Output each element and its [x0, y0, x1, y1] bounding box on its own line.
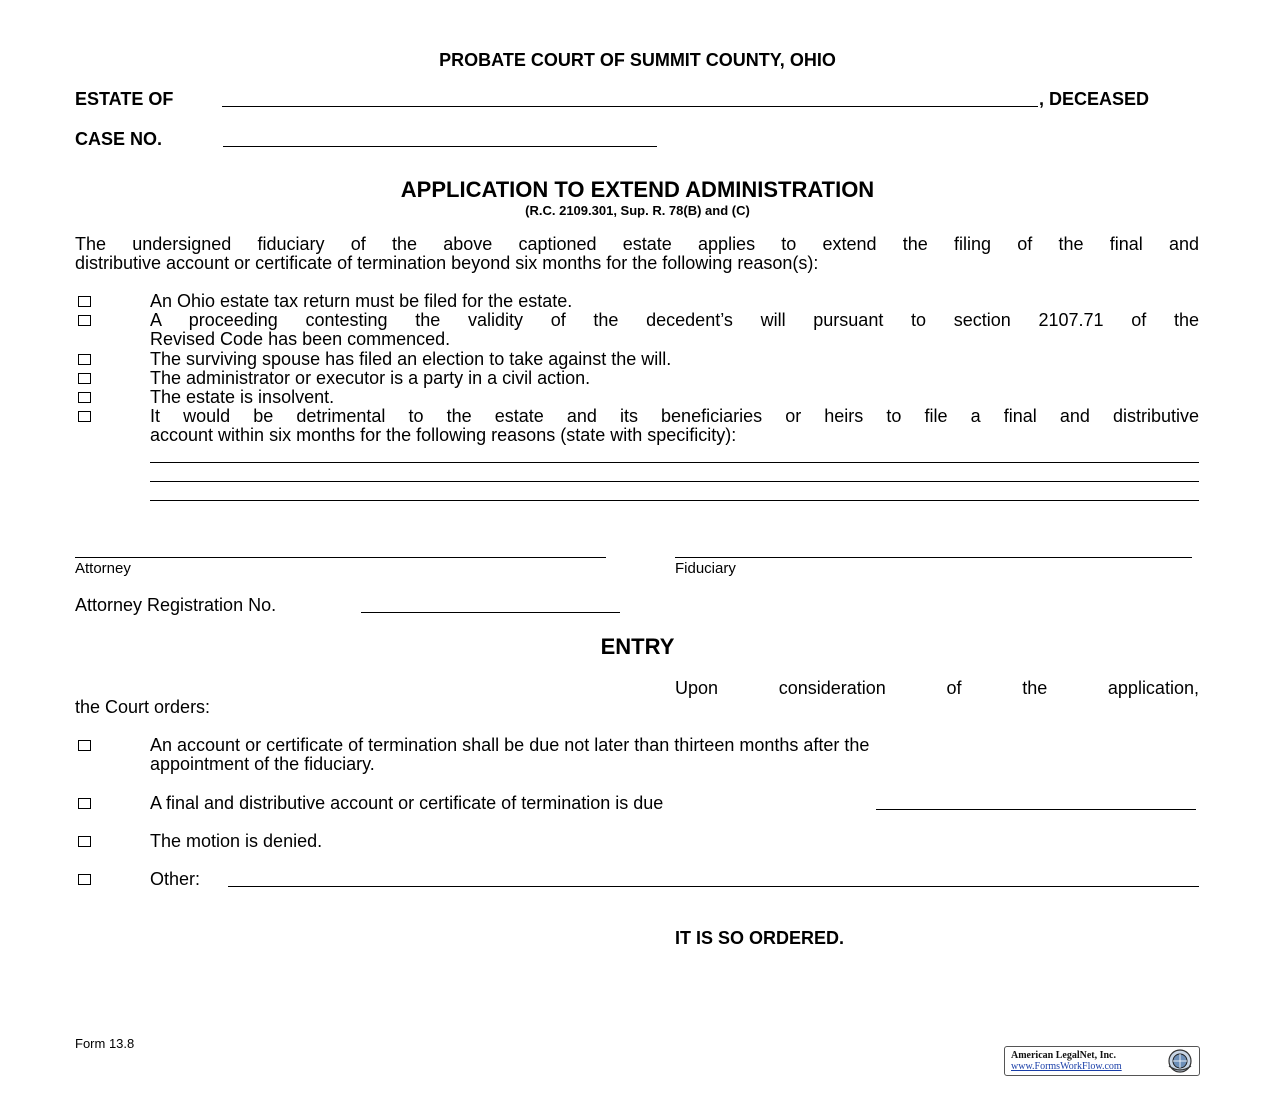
publisher-url[interactable]: www.FormsWorkFlow.com [1011, 1061, 1122, 1072]
specificity-line-2[interactable] [150, 481, 1199, 482]
reason-6-text-line-2: account within six months for the following reasons (state with specificity): [150, 425, 737, 445]
globe-icon [1165, 1048, 1195, 1074]
reason-1-checkbox[interactable] [78, 296, 91, 307]
entry-intro-word: of [946, 678, 962, 698]
other-field[interactable] [228, 886, 1199, 887]
deceased-label: , DECEASED [1039, 89, 1150, 109]
form-number: Form 13.8 [75, 1036, 135, 1051]
reason-6-text-line-1: It would be detrimental to the estate and its beneficiaries or heirs to file a final and distributive [150, 406, 1199, 426]
so-ordered-text: IT IS SO ORDERED. [675, 928, 845, 948]
order-2-text: A final and distributive account or certificate of termination is due [150, 793, 664, 813]
intro-line-2: distributive account or certificate of termination beyond six months for the following reason(s): [75, 253, 819, 273]
reason-4-text: The administrator or executor is a party in a civil action. [150, 368, 591, 388]
due-date-field[interactable] [876, 809, 1196, 810]
court-title: PROBATE COURT OF SUMMIT COUNTY, OHIO [439, 50, 836, 70]
entry-intro-word: the [1022, 678, 1048, 698]
publisher-name: American LegalNet, Inc. [1011, 1050, 1116, 1061]
reason-4-checkbox[interactable] [78, 373, 91, 384]
entry-intro-word: consideration [778, 678, 886, 698]
estate-name-field[interactable] [222, 106, 1038, 107]
order-3-checkbox[interactable] [78, 836, 91, 847]
reason-2-text-line-2: Revised Code has been commenced. [150, 329, 451, 349]
order-1-text-line-1: An account or certificate of termination shall be due not later than thirteen months after the [150, 735, 870, 755]
entry-intro-line-2: the Court orders: [75, 697, 211, 717]
registration-label: Attorney Registration No. [75, 595, 277, 615]
intro-line-1: The undersigned fiduciary of the above captioned estate applies to extend the filing of the final and [75, 234, 1199, 254]
reason-5-checkbox[interactable] [78, 392, 91, 403]
order-1-text-line-2: appointment of the fiduciary. [150, 754, 375, 774]
order-1-checkbox[interactable] [78, 740, 91, 751]
estate-of-label: ESTATE OF [75, 89, 174, 109]
specificity-line-3[interactable] [150, 500, 1199, 501]
reason-2-text-line-1: A proceeding contesting the validity of the decedent’s will pursuant to section 2107.71 of the [150, 310, 1199, 330]
case-no-label: CASE NO. [75, 129, 163, 149]
entry-heading: ENTRY [600, 634, 675, 659]
entry-intro-line-1 [675, 679, 1199, 698]
case-number-field[interactable] [223, 146, 657, 147]
form-subtitle: (R.C. 2109.301, Sup. R. 78(B) and (C) [525, 203, 750, 218]
specificity-line-1[interactable] [150, 462, 1199, 463]
reason-2-checkbox[interactable] [78, 315, 91, 326]
form-title: APPLICATION TO EXTEND ADMINISTRATION [400, 177, 875, 202]
reason-1-text: An Ohio estate tax return must be filed for the estate. [150, 291, 573, 311]
reason-6-checkbox[interactable] [78, 411, 91, 422]
fiduciary-label: Fiduciary [675, 560, 736, 577]
reason-3-checkbox[interactable] [78, 354, 91, 365]
entry-intro-word: Upon [675, 678, 719, 698]
reason-5-text: The estate is insolvent. [150, 387, 335, 407]
reason-3-text: The surviving spouse has filed an election to take against the will. [150, 349, 672, 369]
order-3-text: The motion is denied. [150, 831, 323, 851]
attorney-signature-line[interactable] [75, 557, 606, 558]
registration-field[interactable] [361, 612, 620, 613]
entry-intro-word: application, [1107, 678, 1199, 698]
fiduciary-signature-line[interactable] [675, 557, 1192, 558]
publisher-logo[interactable] [1004, 1046, 1200, 1076]
order-2-checkbox[interactable] [78, 798, 91, 809]
order-4-checkbox[interactable] [78, 874, 91, 885]
order-4-text: Other: [150, 869, 201, 889]
attorney-label: Attorney [75, 560, 131, 577]
